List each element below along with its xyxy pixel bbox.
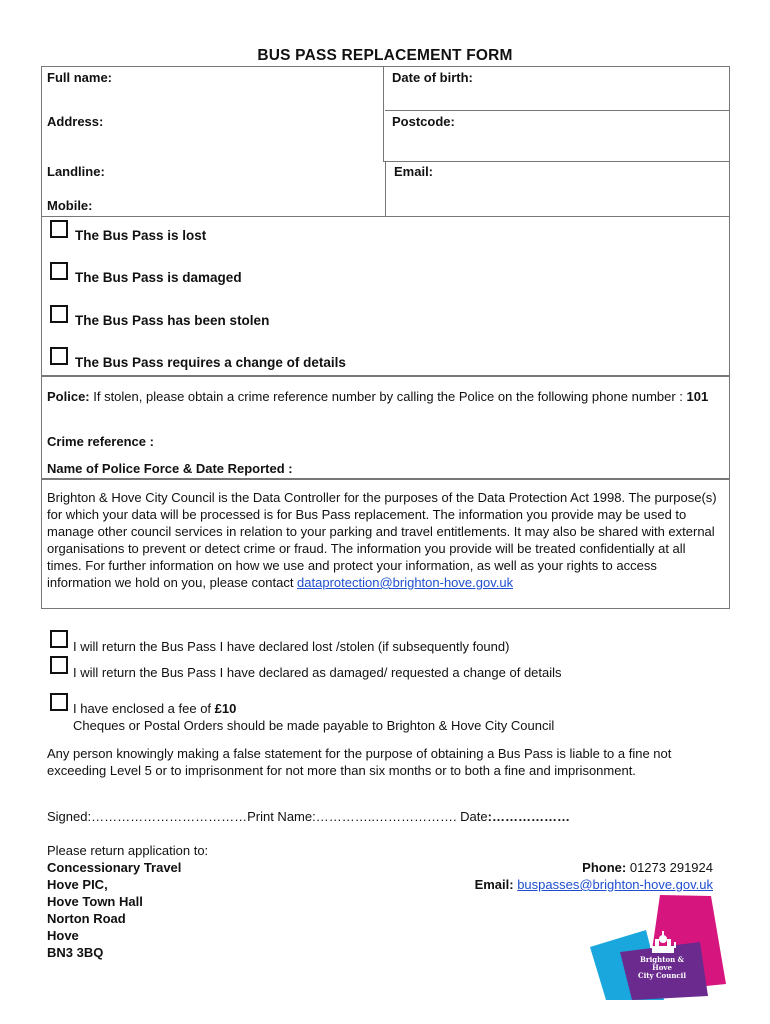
- reason-stolen-label: The Bus Pass has been stolen: [75, 313, 270, 328]
- data-protection-notice: Brighton & Hove City Council is the Data Controller for the purposes of the Data Protection Act 1998. The purpose(s) for which your data will be processed is for Bus Pass replacement. The information you provide may be used to manage other council services in relation to your parking and travel entitlements. It may also be shared with external organisations to prevent or detect crime or fraud. The information you provide will be treated confidentially at all times. For further information on how we use and protect your information, as well as your rights to access information we hold on you, please contact dataprotection@brighton-hove.gov.uk: [47, 490, 717, 590]
- return-address-line-6: BN3 3BQ: [47, 945, 104, 960]
- signature-line[interactable]: Signed:………………………………Print Name:…………..………………. Date:………………: [47, 809, 570, 824]
- return-damaged-checkbox[interactable]: [50, 656, 68, 674]
- fee-enclosed-label: I have enclosed a fee of £10: [73, 701, 237, 716]
- police-label: Police:: [47, 389, 90, 404]
- address-label[interactable]: Address:: [47, 114, 104, 129]
- false-statement-warning: Any person knowingly making a false statement for the purpose of obtaining a Bus Pass is liable to a fine not exceeding Level 5 or to imprisonment for not more than six months or to both a fine and imprisonment.: [47, 746, 672, 778]
- return-address-line-3: Hove Town Hall: [47, 894, 143, 909]
- buspasses-email-link[interactable]: buspasses@brighton-hove.gov.uk: [517, 877, 713, 892]
- police-phone-number: 101: [686, 389, 709, 404]
- return-address-line-1: Concessionary Travel: [47, 860, 182, 875]
- landline-label[interactable]: Landline:: [47, 164, 105, 179]
- date-of-birth-label[interactable]: Date of birth:: [392, 70, 473, 85]
- return-address-line-4: Norton Road: [47, 911, 126, 926]
- fee-amount: £10: [214, 701, 237, 716]
- full-name-label[interactable]: Full name:: [47, 70, 113, 85]
- reason-damaged-checkbox[interactable]: [50, 262, 68, 280]
- reason-change-details-label: The Bus Pass requires a change of details: [75, 355, 346, 370]
- cheques-payable-note: Cheques or Postal Orders should be made payable to Brighton & Hove City Council: [73, 718, 555, 733]
- postcode-label[interactable]: Postcode:: [392, 114, 455, 129]
- return-lost-label: I will return the Bus Pass I have declared lost /stolen (if subsequently found): [73, 639, 510, 654]
- reason-change-details-checkbox[interactable]: [50, 347, 68, 365]
- reason-stolen-checkbox[interactable]: [50, 305, 68, 323]
- return-address-line-5: Hove: [47, 928, 79, 943]
- police-instructions: Police: If stolen, please obtain a crime reference number by calling the Police on the following phone number : 101: [47, 389, 709, 404]
- return-damaged-label: I will return the Bus Pass I have declared as damaged/ requested a change of details: [73, 665, 562, 680]
- contact-email: Email: buspasses@brighton-hove.gov.uk: [474, 877, 713, 892]
- return-lost-checkbox[interactable]: [50, 630, 68, 648]
- reason-lost-label: The Bus Pass is lost: [75, 228, 207, 243]
- return-address-line-2: Hove PIC,: [47, 877, 108, 892]
- email-label[interactable]: Email:: [394, 164, 434, 179]
- brighton-hove-council-logo: [588, 892, 728, 1002]
- form-title: BUS PASS REPLACEMENT FORM: [257, 47, 513, 64]
- return-intro: Please return application to:: [47, 843, 209, 858]
- mobile-label[interactable]: Mobile:: [47, 198, 93, 213]
- contact-phone: Phone: 01273 291924: [582, 860, 713, 875]
- reason-damaged-label: The Bus Pass is damaged: [75, 270, 242, 285]
- police-force-date-label[interactable]: Name of Police Force & Date Reported :: [47, 461, 293, 476]
- reason-lost-checkbox[interactable]: [50, 220, 68, 238]
- council-logo-shapes: [588, 892, 728, 1002]
- logo-text: Brighton & Hove City Council: [638, 955, 686, 980]
- data-protection-email-link[interactable]: dataprotection@brighton-hove.gov.uk: [297, 575, 514, 590]
- crime-reference-label[interactable]: Crime reference :: [47, 434, 154, 449]
- fee-enclosed-checkbox[interactable]: [50, 693, 68, 711]
